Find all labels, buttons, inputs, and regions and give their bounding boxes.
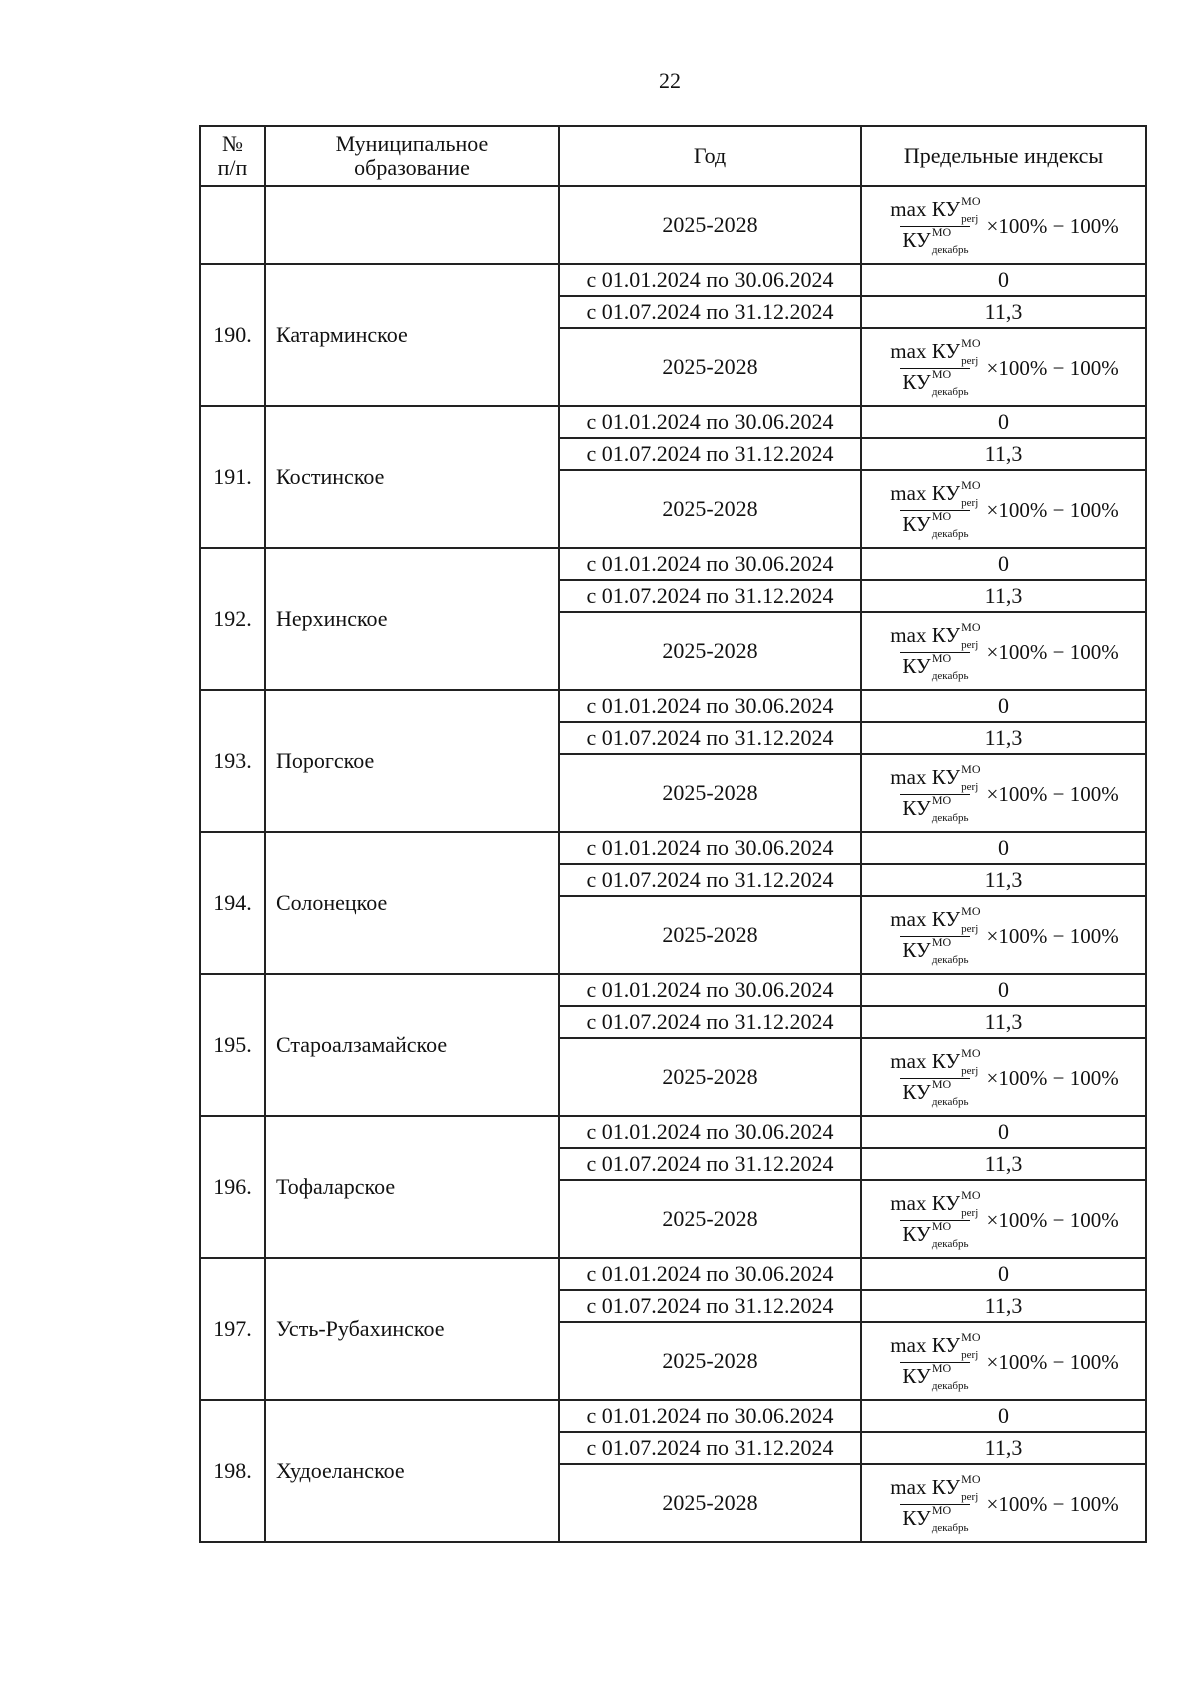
formula-denominator (900, 1503, 970, 1535)
formula-tail: ×100% − 100% (986, 356, 1119, 380)
formula-denominator (900, 793, 970, 825)
formula-numerator (888, 478, 982, 510)
formula-sub: perj (961, 213, 979, 225)
formula-ku: КУ (902, 654, 931, 678)
period-cell: с 01.07.2024 по 31.12.2024 (559, 1006, 861, 1038)
header-municipality-line1: Муниципальное (335, 131, 489, 156)
limit-index-formula (888, 1188, 1119, 1251)
formula-sub: perj (961, 1207, 979, 1219)
formula-sup: МО (961, 336, 981, 350)
formula-max: max (890, 1474, 927, 1499)
header-num-line2: п/п (217, 155, 248, 180)
municipality-name: Усть-Рубахинское (265, 1258, 559, 1400)
municipality-name: Староалзамайское (265, 974, 559, 1116)
continuation-name-cell (265, 186, 559, 264)
formula-numerator (888, 1046, 982, 1078)
limit-index-formula (888, 1330, 1119, 1393)
index-value: 0 (861, 690, 1146, 722)
formula-denominator-indices (931, 1503, 969, 1535)
period-cell: с 01.07.2024 по 31.12.2024 (559, 864, 861, 896)
index-value: 11,3 (861, 1290, 1146, 1322)
formula-max: max (890, 622, 927, 647)
index-value: 0 (861, 264, 1146, 296)
period-cell: с 01.07.2024 по 31.12.2024 (559, 1290, 861, 1322)
formula-numerator (888, 1330, 982, 1362)
formula-sub: perj (961, 1491, 979, 1503)
formula-sup: МО (931, 1503, 952, 1518)
formula-max: max (890, 764, 927, 789)
municipality-name: Солонецкое (265, 832, 559, 974)
formula-ku: КУ (902, 370, 931, 394)
formula-numerator-indices (961, 904, 981, 935)
formula-tail: ×100% − 100% (986, 1066, 1119, 1090)
index-value: 0 (861, 974, 1146, 1006)
formula-denominator (900, 509, 970, 541)
period-cell: с 01.01.2024 по 30.06.2024 (559, 1116, 861, 1148)
table-row (200, 690, 1146, 722)
municipality-name: Худоеланское (265, 1400, 559, 1542)
formula-denominator (900, 1361, 970, 1393)
limit-index-formula (888, 620, 1119, 683)
formula-numerator-indices (961, 478, 981, 509)
formula-fraction (888, 620, 982, 683)
formula-numerator-indices (961, 1046, 981, 1077)
year-cell: 2025-2028 (559, 328, 861, 406)
table-row (200, 974, 1146, 1006)
formula-sup: МО (931, 1361, 952, 1376)
municipality-name: Нерхинское (265, 548, 559, 690)
formula-sup: МО (961, 1188, 981, 1202)
formula-numerator-indices (961, 1472, 981, 1503)
formula-ku: КУ (902, 1506, 931, 1530)
formula-max: max (890, 1048, 927, 1073)
formula-ku: КУ (931, 622, 961, 647)
formula-denominator (900, 935, 970, 967)
formula-denominator-indices (931, 1077, 969, 1109)
period-cell: с 01.01.2024 по 30.06.2024 (559, 1258, 861, 1290)
formula-sub: декабрь (931, 386, 969, 399)
table-row (200, 548, 1146, 580)
formula-tail: ×100% − 100% (986, 214, 1119, 238)
formula-ku: КУ (931, 1190, 961, 1215)
formula-tail: ×100% − 100% (986, 1208, 1119, 1232)
year-cell: 2025-2028 (559, 470, 861, 548)
formula-denominator-indices (931, 225, 969, 257)
formula-cell (861, 186, 1146, 264)
formula-sup: МО (931, 1219, 952, 1234)
table-row (200, 264, 1146, 296)
index-value: 11,3 (861, 1432, 1146, 1464)
formula-sub: perj (961, 1065, 979, 1077)
formula-tail: ×100% − 100% (986, 640, 1119, 664)
formula-ku: КУ (931, 1048, 961, 1073)
formula-sub: perj (961, 781, 979, 793)
index-value: 11,3 (861, 438, 1146, 470)
formula-sub: декабрь (931, 1096, 969, 1109)
formula-sub: perj (961, 497, 979, 509)
formula-sup: МО (931, 651, 952, 666)
formula-sub: декабрь (931, 528, 969, 541)
index-value: 0 (861, 548, 1146, 580)
formula-sup: МО (931, 367, 952, 382)
municipality-name: Порогское (265, 690, 559, 832)
formula-sup: МО (931, 793, 952, 808)
year-cell: 2025-2028 (559, 896, 861, 974)
period-cell: с 01.07.2024 по 31.12.2024 (559, 438, 861, 470)
limit-index-formula (888, 762, 1119, 825)
formula-sup: МО (961, 904, 981, 918)
formula-sup: МО (961, 1330, 981, 1344)
index-value: 11,3 (861, 864, 1146, 896)
formula-sup: МО (961, 620, 981, 634)
period-cell: с 01.01.2024 по 30.06.2024 (559, 1400, 861, 1432)
formula-sub: декабрь (931, 954, 969, 967)
formula-numerator (888, 1188, 982, 1220)
formula-tail: ×100% − 100% (986, 1350, 1119, 1374)
formula-denominator (900, 1219, 970, 1251)
formula-cell (861, 1322, 1146, 1400)
formula-numerator (888, 194, 982, 226)
formula-sub: декабрь (931, 1380, 969, 1393)
period-cell: с 01.01.2024 по 30.06.2024 (559, 690, 861, 722)
period-cell: с 01.07.2024 по 31.12.2024 (559, 1148, 861, 1180)
formula-denominator (900, 367, 970, 399)
formula-numerator-indices (961, 336, 981, 367)
header-num (200, 126, 265, 186)
formula-fraction (888, 194, 982, 257)
formula-sup: МО (961, 1472, 981, 1486)
formula-cell (861, 612, 1146, 690)
table-row (200, 1400, 1146, 1432)
index-value: 0 (861, 832, 1146, 864)
formula-sup: МО (961, 194, 981, 208)
formula-numerator-indices (961, 620, 981, 651)
year-cell: 2025-2028 (559, 1322, 861, 1400)
header-indices: Предельные индексы (861, 126, 1146, 186)
index-value: 0 (861, 1258, 1146, 1290)
formula-ku: КУ (902, 938, 931, 962)
formula-fraction (888, 1046, 982, 1109)
formula-denominator-indices (931, 651, 969, 683)
limit-index-formula (888, 904, 1119, 967)
formula-sup: МО (931, 225, 952, 240)
period-cell: с 01.07.2024 по 31.12.2024 (559, 1432, 861, 1464)
table-row (200, 1258, 1146, 1290)
formula-sub: perj (961, 355, 979, 367)
index-value: 11,3 (861, 296, 1146, 328)
row-number: 190. (200, 264, 265, 406)
formula-fraction (888, 1330, 982, 1393)
index-value: 0 (861, 1116, 1146, 1148)
year-cell: 2025-2028 (559, 186, 861, 264)
formula-sup: МО (931, 509, 952, 524)
formula-tail: ×100% − 100% (986, 782, 1119, 806)
index-value: 0 (861, 406, 1146, 438)
formula-tail: ×100% − 100% (986, 924, 1119, 948)
formula-numerator-indices (961, 194, 981, 225)
formula-sup: МО (931, 935, 952, 950)
formula-numerator (888, 904, 982, 936)
formula-ku: КУ (931, 906, 961, 931)
row-number: 197. (200, 1258, 265, 1400)
formula-ku: КУ (931, 1474, 961, 1499)
limit-index-formula (888, 1046, 1119, 1109)
year-cell: 2025-2028 (559, 612, 861, 690)
header-municipality-line2: образование (354, 155, 470, 180)
index-value: 11,3 (861, 1148, 1146, 1180)
formula-sub: декабрь (931, 1238, 969, 1251)
formula-numerator-indices (961, 762, 981, 793)
formula-denominator-indices (931, 1219, 969, 1251)
row-number: 193. (200, 690, 265, 832)
header-year: Год (559, 126, 861, 186)
formula-max: max (890, 1190, 927, 1215)
formula-sub: декабрь (931, 1522, 969, 1535)
period-cell: с 01.01.2024 по 30.06.2024 (559, 264, 861, 296)
formula-cell (861, 1038, 1146, 1116)
municipality-name: Костинское (265, 406, 559, 548)
formula-sup: МО (961, 1046, 981, 1060)
formula-denominator (900, 651, 970, 683)
formula-numerator-indices (961, 1188, 981, 1219)
year-cell: 2025-2028 (559, 754, 861, 832)
limit-index-formula (888, 194, 1119, 257)
formula-tail: ×100% − 100% (986, 498, 1119, 522)
formula-sub: perj (961, 1349, 979, 1361)
formula-fraction (888, 762, 982, 825)
row-number: 198. (200, 1400, 265, 1542)
formula-sup: МО (961, 478, 981, 492)
formula-denominator-indices (931, 367, 969, 399)
formula-ku: КУ (931, 196, 961, 221)
formula-ku: КУ (902, 796, 931, 820)
row-number: 191. (200, 406, 265, 548)
row-number: 194. (200, 832, 265, 974)
year-cell: 2025-2028 (559, 1038, 861, 1116)
formula-ku: КУ (902, 228, 931, 252)
formula-ku: КУ (931, 338, 961, 363)
formula-numerator (888, 1472, 982, 1504)
period-cell: с 01.01.2024 по 30.06.2024 (559, 406, 861, 438)
formula-cell (861, 754, 1146, 832)
municipality-name: Тофаларское (265, 1116, 559, 1258)
limit-index-formula (888, 478, 1119, 541)
formula-sub: декабрь (931, 244, 969, 257)
formula-sub: perj (961, 639, 979, 651)
index-value: 0 (861, 1400, 1146, 1432)
period-cell: с 01.07.2024 по 31.12.2024 (559, 722, 861, 754)
index-value: 11,3 (861, 1006, 1146, 1038)
formula-ku: КУ (902, 512, 931, 536)
formula-ku: КУ (931, 480, 961, 505)
continuation-num-cell (200, 186, 265, 264)
formula-fraction (888, 1188, 982, 1251)
year-cell: 2025-2028 (559, 1180, 861, 1258)
row-number: 195. (200, 974, 265, 1116)
formula-denominator-indices (931, 1361, 969, 1393)
continuation-row (200, 186, 1146, 264)
formula-max: max (890, 196, 927, 221)
formula-denominator (900, 225, 970, 257)
formula-denominator (900, 1077, 970, 1109)
year-cell: 2025-2028 (559, 1464, 861, 1542)
formula-sub: декабрь (931, 670, 969, 683)
formula-max: max (890, 480, 927, 505)
formula-numerator (888, 620, 982, 652)
formula-cell (861, 1464, 1146, 1542)
formula-fraction (888, 1472, 982, 1535)
limit-index-formula (888, 1472, 1119, 1535)
period-cell: с 01.01.2024 по 30.06.2024 (559, 974, 861, 1006)
formula-max: max (890, 906, 927, 931)
formula-sub: декабрь (931, 812, 969, 825)
formula-cell (861, 896, 1146, 974)
limit-indices-table (199, 125, 1147, 1543)
formula-numerator-indices (961, 1330, 981, 1361)
table-row (200, 832, 1146, 864)
formula-ku: КУ (902, 1222, 931, 1246)
formula-fraction (888, 336, 982, 399)
formula-cell (861, 470, 1146, 548)
period-cell: с 01.01.2024 по 30.06.2024 (559, 548, 861, 580)
formula-numerator (888, 762, 982, 794)
period-cell: с 01.07.2024 по 31.12.2024 (559, 296, 861, 328)
formula-cell (861, 1180, 1146, 1258)
header-num-line1: № (222, 131, 243, 156)
row-number: 192. (200, 548, 265, 690)
formula-ku: КУ (931, 764, 961, 789)
formula-sub: perj (961, 923, 979, 935)
formula-max: max (890, 1332, 927, 1357)
index-value: 11,3 (861, 722, 1146, 754)
formula-sup: МО (931, 1077, 952, 1092)
table-header-row (200, 126, 1146, 186)
header-municipality (265, 126, 559, 186)
formula-max: max (890, 338, 927, 363)
limit-index-formula (888, 336, 1119, 399)
row-number: 196. (200, 1116, 265, 1258)
formula-denominator-indices (931, 935, 969, 967)
formula-denominator-indices (931, 793, 969, 825)
formula-sup: МО (961, 762, 981, 776)
formula-ku: КУ (931, 1332, 961, 1357)
table-row (200, 406, 1146, 438)
formula-numerator (888, 336, 982, 368)
period-cell: с 01.01.2024 по 30.06.2024 (559, 832, 861, 864)
formula-ku: КУ (902, 1364, 931, 1388)
formula-ku: КУ (902, 1080, 931, 1104)
formula-tail: ×100% − 100% (986, 1492, 1119, 1516)
page-number: 22 (659, 68, 681, 93)
formula-fraction (888, 904, 982, 967)
formula-cell (861, 328, 1146, 406)
period-cell: с 01.07.2024 по 31.12.2024 (559, 580, 861, 612)
table-row (200, 1116, 1146, 1148)
municipality-name: Катарминское (265, 264, 559, 406)
index-value: 11,3 (861, 580, 1146, 612)
formula-denominator-indices (931, 509, 969, 541)
formula-fraction (888, 478, 982, 541)
